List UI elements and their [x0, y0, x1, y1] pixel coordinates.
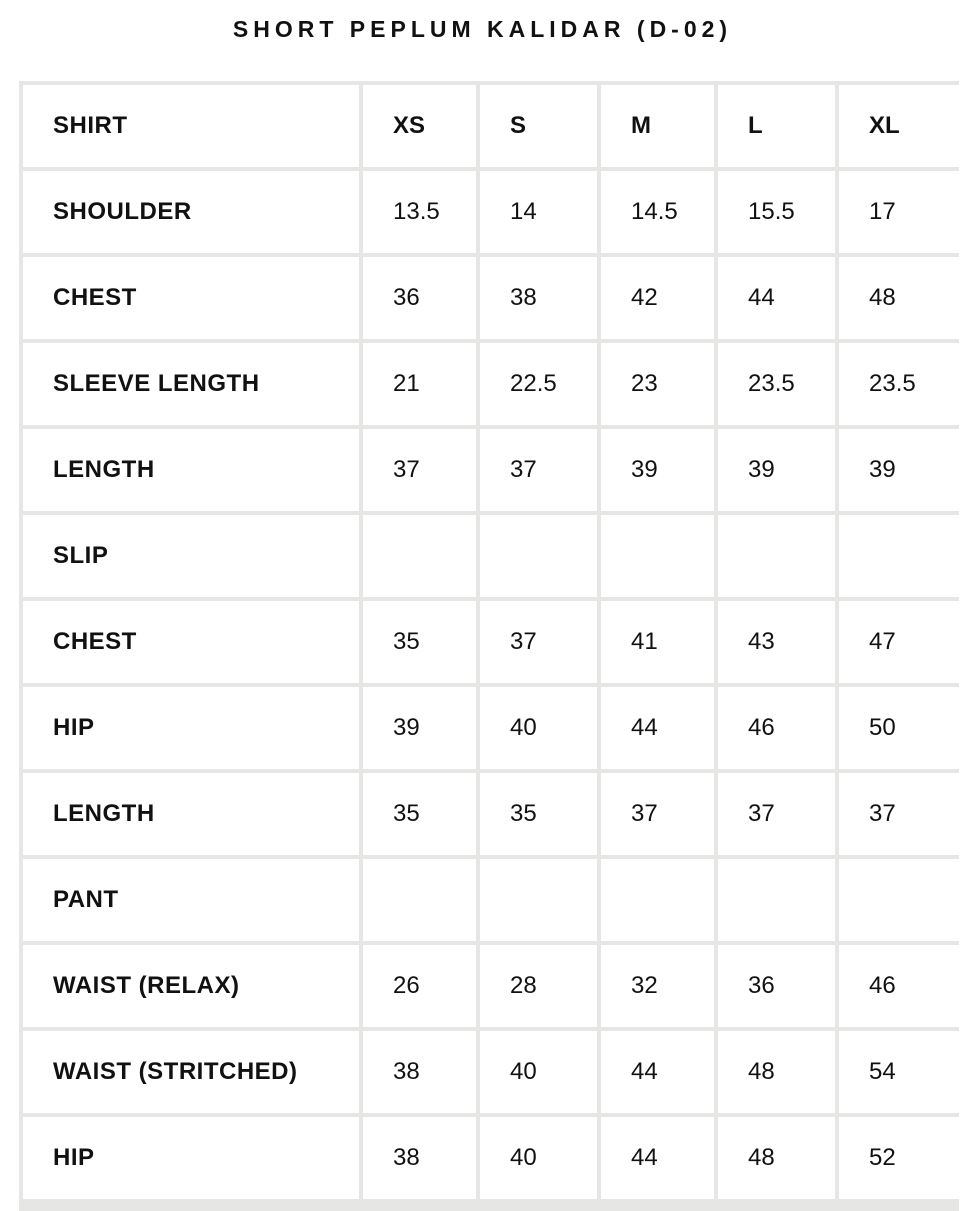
size-value-cell: 39 [363, 687, 476, 769]
size-value-cell [839, 859, 959, 941]
size-value-cell [480, 859, 597, 941]
header-cell-section: SHIRT [23, 85, 359, 167]
size-value-cell: 23.5 [718, 343, 835, 425]
header-cell-l: L [718, 85, 835, 167]
table-row [23, 515, 959, 597]
table-row [23, 1031, 959, 1113]
size-value-cell: 42 [601, 257, 714, 339]
header-cell-m: M [601, 85, 714, 167]
size-value-cell: 54 [839, 1031, 959, 1113]
size-value-cell [480, 515, 597, 597]
size-value-cell: 48 [718, 1031, 835, 1113]
size-value-cell: 37 [480, 429, 597, 511]
size-value-cell: 26 [363, 945, 476, 1027]
size-value-cell: 14 [480, 171, 597, 253]
table-row [23, 343, 959, 425]
size-value-cell: 36 [718, 945, 835, 1027]
size-value-cell [363, 515, 476, 597]
row-label: CHEST [23, 601, 359, 683]
size-value-cell: 43 [718, 601, 835, 683]
table-body [23, 85, 959, 1199]
row-label: WAIST (STRITCHED) [23, 1031, 359, 1113]
size-value-cell: 23.5 [839, 343, 959, 425]
table-row [23, 429, 959, 511]
row-label: HIP [23, 1117, 359, 1199]
size-chart-table [19, 81, 959, 1211]
size-table [19, 81, 963, 1203]
size-value-cell: 39 [601, 429, 714, 511]
size-value-cell: 40 [480, 1117, 597, 1199]
size-value-cell: 22.5 [480, 343, 597, 425]
size-value-cell [601, 515, 714, 597]
size-value-cell: 37 [718, 773, 835, 855]
size-value-cell: 39 [839, 429, 959, 511]
size-value-cell: 32 [601, 945, 714, 1027]
header-cell-s: S [480, 85, 597, 167]
page-title: SHORT PEPLUM KALIDAR (D-02) [232, 16, 733, 42]
header-cell-xs: XS [363, 85, 476, 167]
size-value-cell: 36 [363, 257, 476, 339]
table-row [23, 945, 959, 1027]
size-value-cell: 48 [839, 257, 959, 339]
row-label: LENGTH [23, 773, 359, 855]
size-value-cell: 37 [839, 773, 959, 855]
size-value-cell [718, 859, 835, 941]
size-value-cell: 38 [480, 257, 597, 339]
size-value-cell [718, 515, 835, 597]
size-value-cell: 15.5 [718, 171, 835, 253]
size-value-cell: 37 [480, 601, 597, 683]
row-label: SLIP [23, 515, 359, 597]
row-label: LENGTH [23, 429, 359, 511]
size-value-cell: 35 [480, 773, 597, 855]
header-cell-xl: XL [839, 85, 959, 167]
size-value-cell: 44 [601, 1031, 714, 1113]
size-value-cell: 28 [480, 945, 597, 1027]
table-row [23, 859, 959, 941]
row-label: HIP [23, 687, 359, 769]
size-value-cell: 35 [363, 601, 476, 683]
size-value-cell: 48 [718, 1117, 835, 1199]
size-value-cell [601, 859, 714, 941]
size-value-cell: 38 [363, 1031, 476, 1113]
row-label: SHOULDER [23, 171, 359, 253]
size-value-cell: 37 [601, 773, 714, 855]
size-value-cell: 13.5 [363, 171, 476, 253]
table-row [23, 601, 959, 683]
table-header-row [23, 85, 959, 167]
size-value-cell: 41 [601, 601, 714, 683]
table-row [23, 1117, 959, 1199]
size-value-cell: 40 [480, 1031, 597, 1113]
table-row [23, 257, 959, 339]
size-value-cell: 44 [601, 1117, 714, 1199]
size-value-cell: 50 [839, 687, 959, 769]
size-value-cell: 17 [839, 171, 959, 253]
size-value-cell: 40 [480, 687, 597, 769]
size-value-cell [839, 515, 959, 597]
size-value-cell: 52 [839, 1117, 959, 1199]
row-label: PANT [23, 859, 359, 941]
row-label: WAIST (RELAX) [23, 945, 359, 1027]
size-value-cell: 23 [601, 343, 714, 425]
size-value-cell: 44 [718, 257, 835, 339]
size-value-cell: 47 [839, 601, 959, 683]
size-value-cell: 46 [839, 945, 959, 1027]
table-row [23, 773, 959, 855]
size-value-cell: 38 [363, 1117, 476, 1199]
row-label: SLEEVE LENGTH [23, 343, 359, 425]
size-value-cell: 37 [363, 429, 476, 511]
size-value-cell [363, 859, 476, 941]
size-value-cell: 39 [718, 429, 835, 511]
size-value-cell: 14.5 [601, 171, 714, 253]
size-value-cell: 44 [601, 687, 714, 769]
size-value-cell: 21 [363, 343, 476, 425]
size-value-cell: 35 [363, 773, 476, 855]
size-value-cell: 46 [718, 687, 835, 769]
table-row [23, 171, 959, 253]
row-label: CHEST [23, 257, 359, 339]
table-row [23, 687, 959, 769]
